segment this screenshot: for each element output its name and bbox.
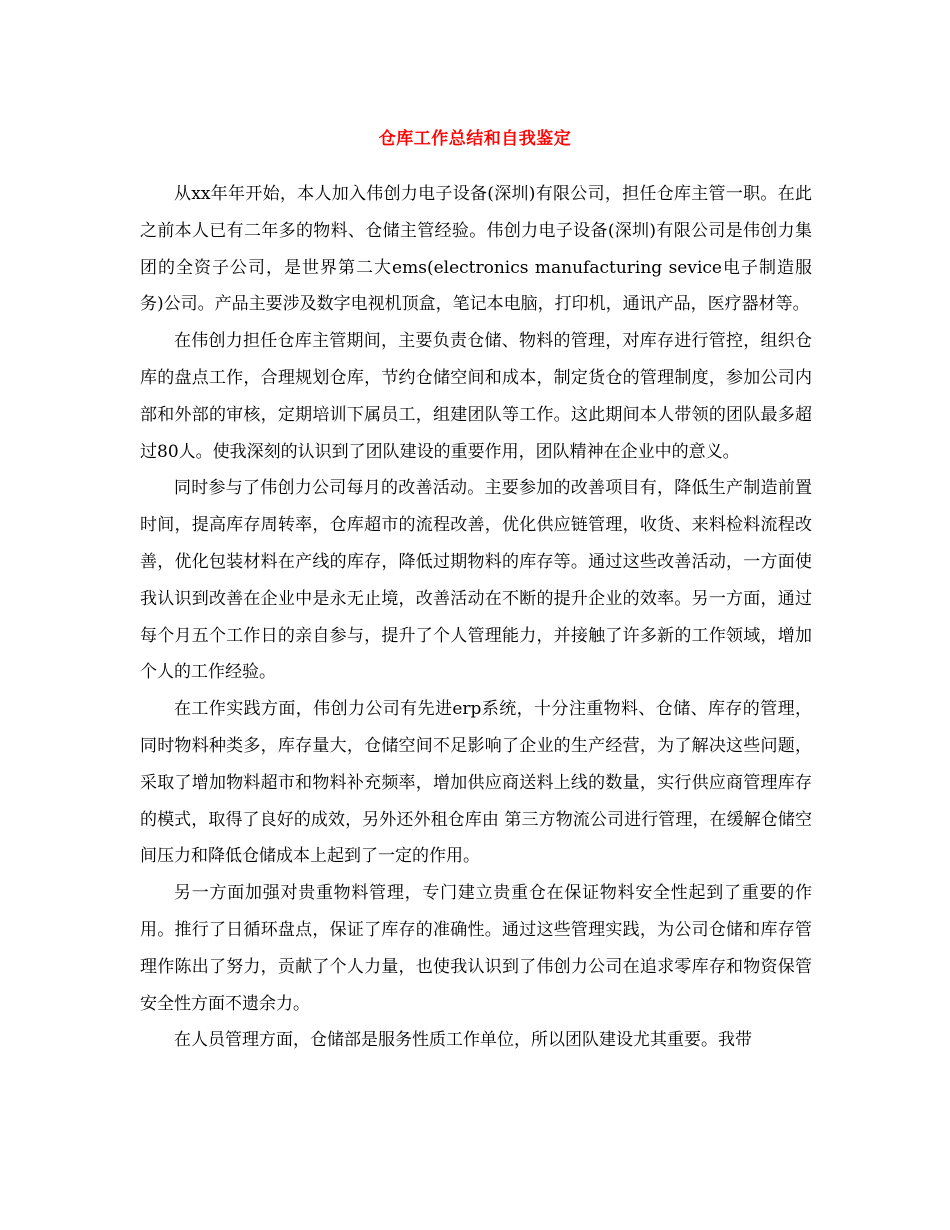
paragraph-2: 在伟创力担任仓库主管期间，主要负责仓储、物料的管理，对库存进行管控，组织仓库的盘点工作，合理规划仓库，节约仓储空间和成本，制定货仓的管理制度，参加公司内部和外部的审核，定期培训下属员工，组建团队等工作。这此期间本人带领的团队最多超过80人。使我深刻的认识到了团队建设的重要作用，团队精神在企业中的意义。: [140, 331, 812, 462]
paragraph-6: 在人员管理方面，仓储部是服务性质工作单位，所以团队建设尤其重要。我带: [174, 1030, 752, 1051]
paragraph-5: 另一方面加强对贵重物料管理，专门建立贵重仓在保证物料安全性起到了重要的作用。推行了日循环盘点，保证了库存的准确性。通过这些管理实践，为公司仓储和库存管理作陈出了努力，贡献了个人力量，也使我认识到了伟创力公司在追求零库存和物资保管安全性方面不遗余力。: [140, 883, 812, 1014]
paragraph-3: 同时参与了伟创力公司每月的改善活动。主要参加的改善项目有，降低生产制造前置时间，提高库存周转率，仓库超市的流程改善，优化供应链管理，收货、来料检料流程改善，优化包装材料在产线的库存，降低过期物料的库存等。通过这些改善活动，一方面使我认识到改善在企业中是永无止境，改善活动在不断的提升企业的效率。另一方面，通过每个月五个工作日的亲自参与，提升了个人管理能力，并接触了许多新的工作领域，增加个人的工作经验。: [140, 478, 812, 683]
document-body: [140, 176, 812, 1059]
paragraph-1: 从xx年年开始，本人加入伟创力电子设备(深圳)有限公司，担任仓库主管一职。在此之前本人已有二年多的物料、仓储主管经验。伟创力电子设备(深圳)有限公司是伟创力集团的全资子公司，是世界第二大ems(electronics manufacturing sevice电子制造服务)公司。产品主要涉及数字电视机顶盒，笔记本电脑，打印机，通讯产品，医疗器材等。: [140, 184, 812, 315]
paragraph-4: 在工作实践方面，伟创力公司有先进erp系统，十分注重物料、仓储、库存的管理，同时物料种类多，库存量大，仓储空间不足影响了企业的生产经营，为了解决这些问题，采取了增加物料超市和物料补充频率，增加供应商送料上线的数量，实行供应商管理库存的模式，取得了良好的成效，另外还外租仓库由 第三方物流公司进行管理，在缓解仓储空间压力和降低仓储成本上起到了一定的作用。: [140, 699, 812, 867]
document-title: 仓库工作总结和自我鉴定: [378, 129, 572, 149]
